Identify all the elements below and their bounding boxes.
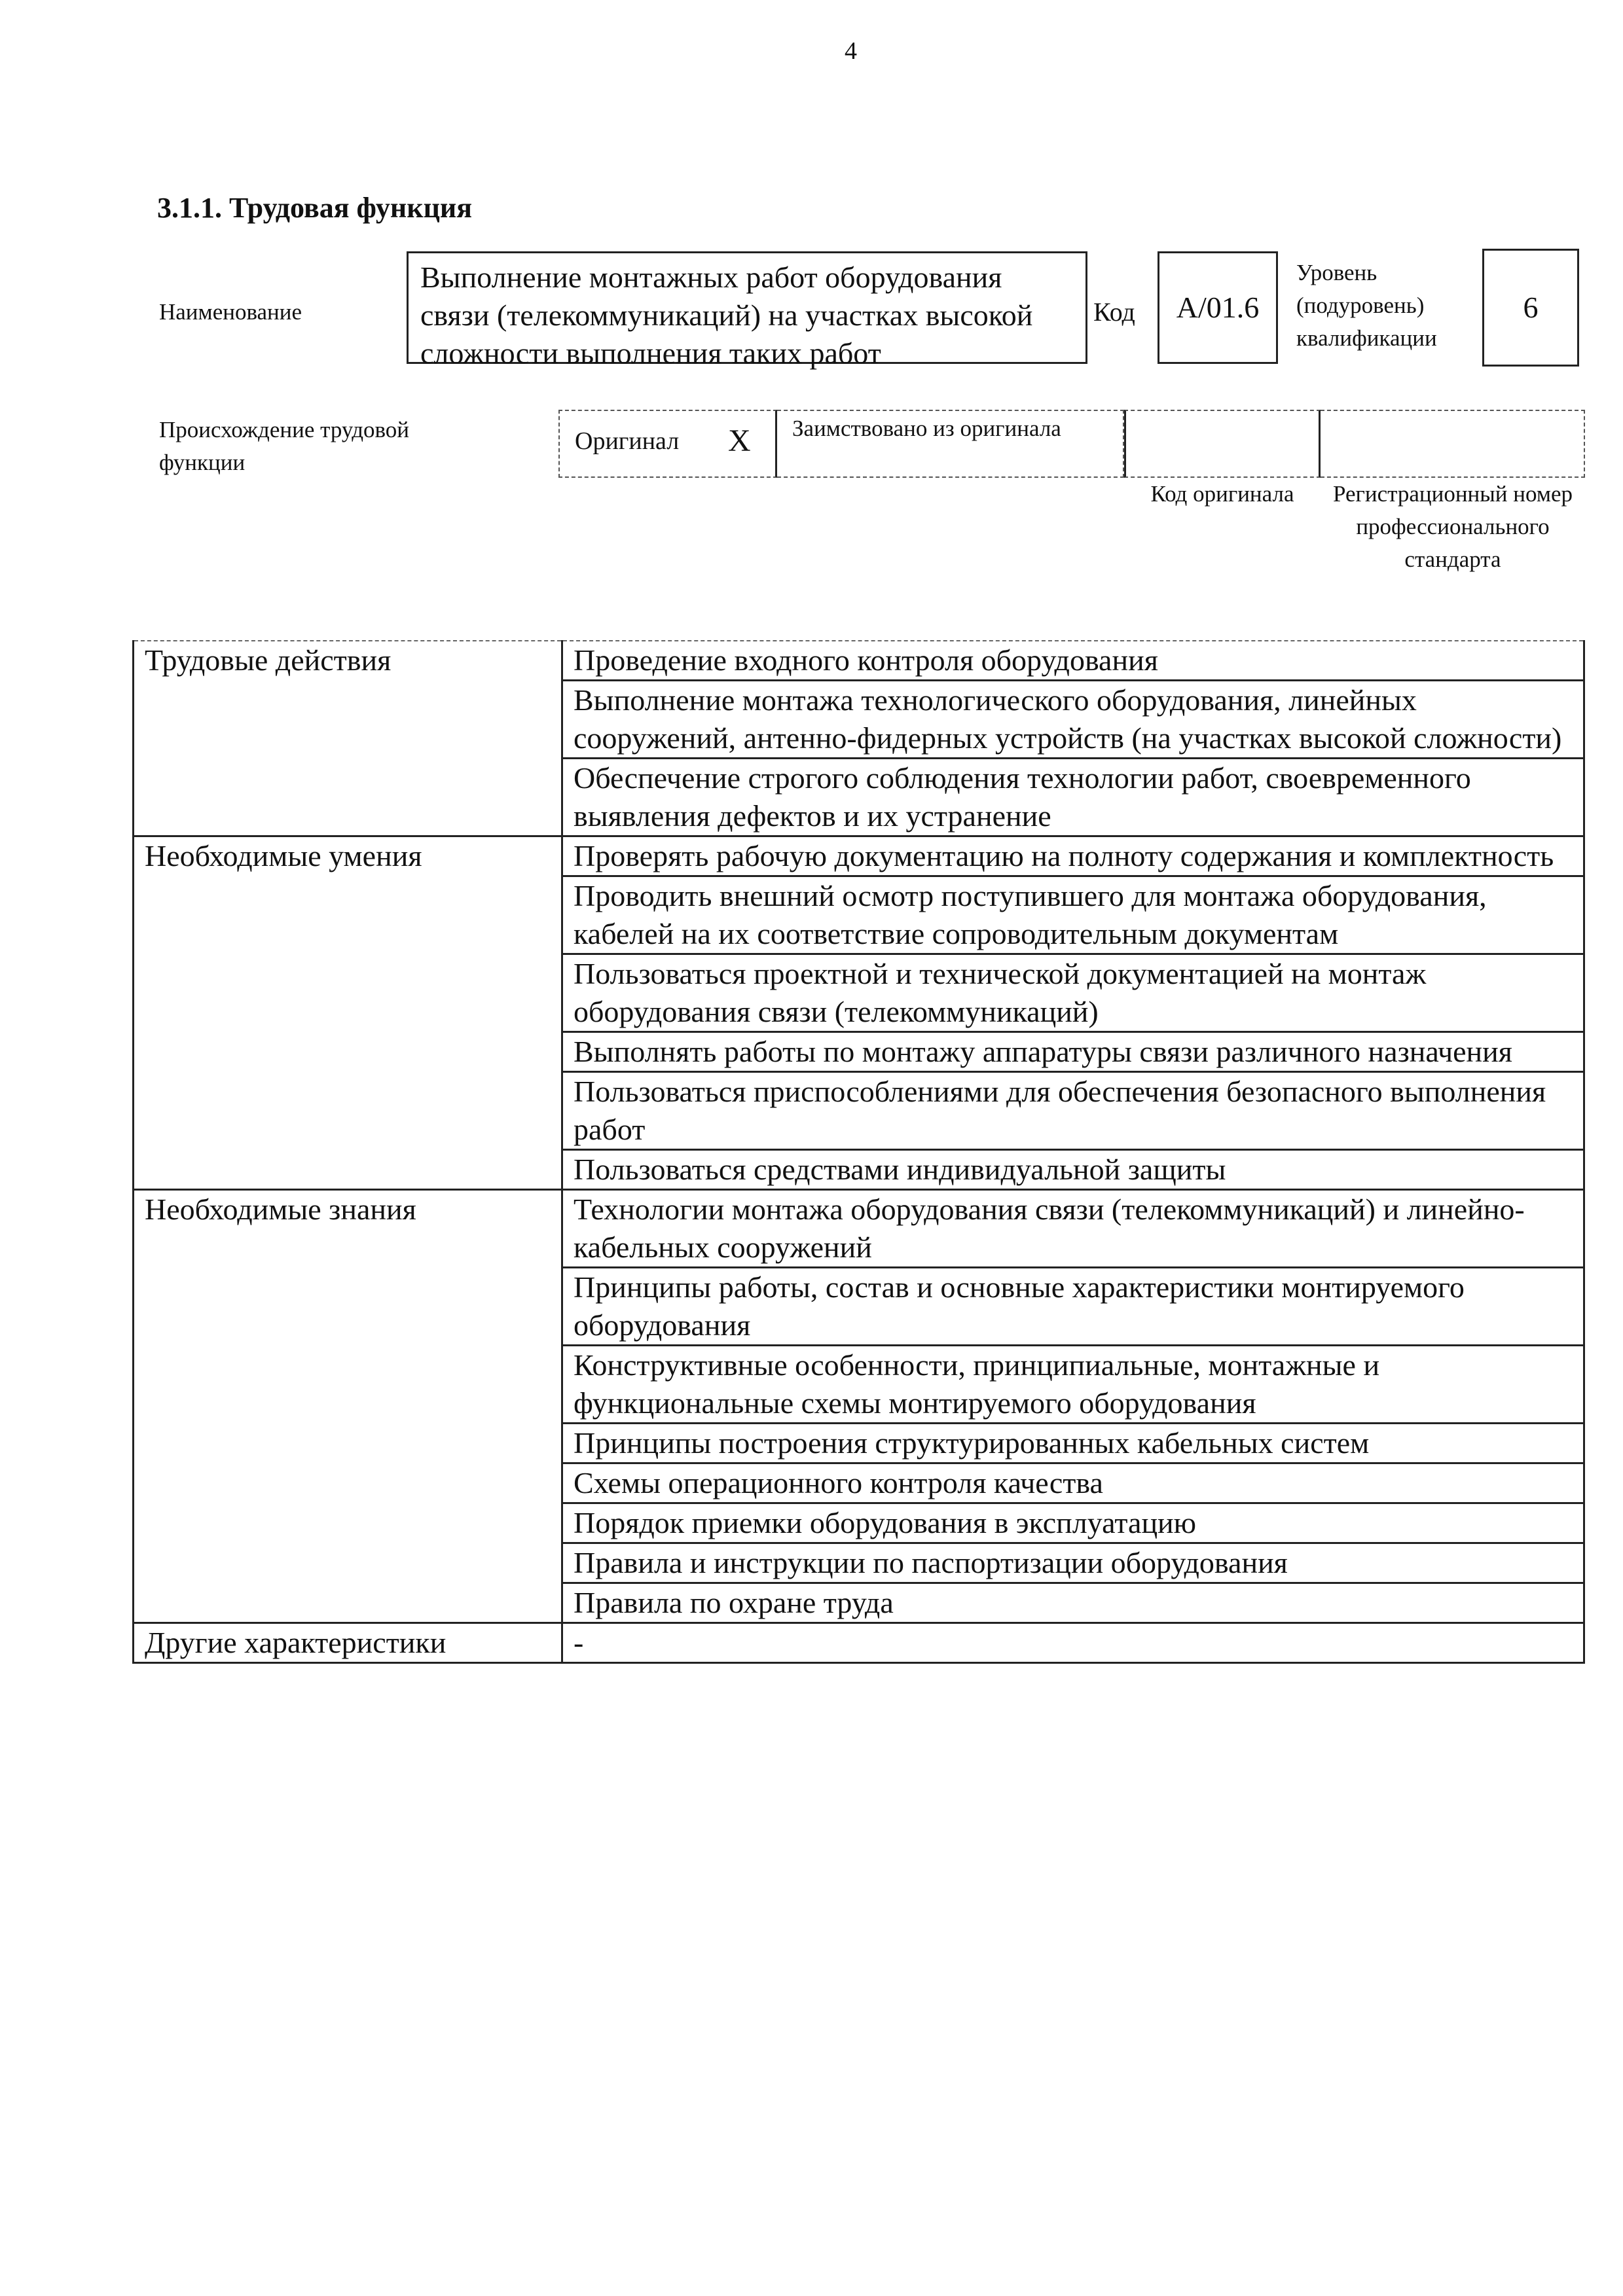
category-cell: Другие характеристики [134, 1623, 562, 1663]
level-box [1482, 249, 1579, 367]
table-row [134, 836, 1584, 876]
page-number: 4 [845, 37, 857, 65]
item-cell: Проводить внешний осмотр поступившего для монтажа оборудования, кабелей на их соответствие сопроводительным документам [562, 876, 1584, 954]
category-cell: Необходимые умения [134, 836, 562, 1190]
item-cell: Схемы операционного контроля качества [562, 1463, 1584, 1503]
level-label: Уровень (подуровень) квалификации [1296, 260, 1437, 351]
item-cell: Пользоваться средствами индивидуальной защиты [562, 1150, 1584, 1190]
item-cell: Конструктивные особенности, принципиальные, монтажные и функциональные схемы монтируемого оборудования [562, 1346, 1584, 1424]
item-cell: Технологии монтажа оборудования связи (телекоммуникаций) и линейно-кабельных сооружений [562, 1190, 1584, 1268]
item-cell: Проведение входного контроля оборудования [562, 641, 1584, 681]
original-code-label: Код оригинала [1150, 481, 1294, 507]
item-cell: Выполнять работы по монтажу аппаратуры связи различного назначения [562, 1032, 1584, 1072]
code-box [1158, 251, 1278, 364]
item-cell: Принципы построения структурированных кабельных систем [562, 1424, 1584, 1463]
level-value: 6 [1523, 291, 1539, 324]
item-cell: Правила и инструкции по паспортизации оборудования [562, 1543, 1584, 1583]
original-mark: Х [728, 423, 751, 458]
original-label: Оригинал [575, 427, 680, 455]
category-cell: Необходимые знания [134, 1190, 562, 1623]
table-row [134, 1623, 1584, 1663]
registration-number-box [1321, 410, 1585, 478]
item-cell: Порядок приемки оборудования в эксплуатацию [562, 1503, 1584, 1543]
name-label: Наименование [159, 299, 302, 325]
borrowed-label: Заимствовано из оригинала [792, 416, 1061, 441]
section-title: 3.1.1. Трудовая функция [157, 192, 473, 224]
item-cell: Правила по охране труда [562, 1583, 1584, 1623]
function-name-value: Выполнение монтажных работ оборудования связи (телекоммуникаций) на участках высокой сложности выполнения таких работ [420, 260, 1033, 370]
item-cell: Выполнение монтажа технологического оборудования, линейных сооружений, антенно-фидерных устройств (на участках высокой сложности) [562, 681, 1584, 759]
item-cell: Пользоваться приспособлениями для обеспечения безопасного выполнения работ [562, 1072, 1584, 1150]
registration-number-label: Регистрационный номер профессионального стандарта [1332, 481, 1573, 572]
function-name-box [407, 251, 1087, 370]
item-cell: Проверять рабочую документацию на полноту содержания и комплектность [562, 836, 1584, 876]
item-cell: - [562, 1623, 1584, 1663]
code-label: Код [1093, 297, 1135, 327]
item-cell: Пользоваться проектной и технической документацией на монтаж оборудования связи (телекоммуникаций) [562, 954, 1584, 1032]
function-table [132, 640, 1585, 1664]
table-row [134, 641, 1584, 681]
item-cell: Принципы работы, состав и основные характеристики монтируемого оборудования [562, 1268, 1584, 1346]
original-code-box [1124, 410, 1321, 478]
code-value: А/01.6 [1176, 291, 1260, 324]
item-cell: Обеспечение строгого соблюдения технологии работ, своевременного выявления дефектов и их устранение [562, 759, 1584, 836]
table-row [134, 1190, 1584, 1268]
origin-label: Происхождение трудовой функции [159, 417, 410, 475]
category-cell: Трудовые действия [134, 641, 562, 836]
